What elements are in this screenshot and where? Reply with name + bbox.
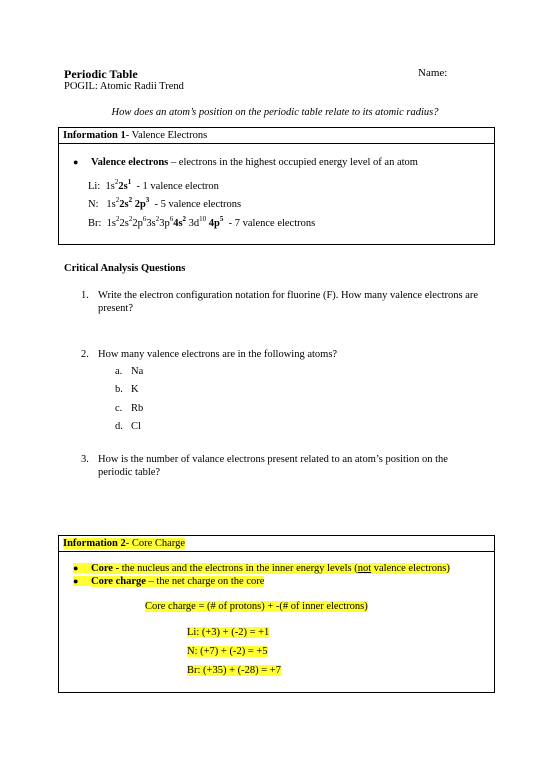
core-definition: [73, 563, 450, 574]
config-n: N: $1s^22s^2$ $2p^3 - 5$ valence electrons: [88, 196, 242, 210]
example-br-text: Br: (+35) + (-28) = +7: [187, 665, 281, 676]
core-charge-definition: [73, 576, 264, 587]
page-subtitle: POGIL: Atomic Radii Trend: [64, 81, 184, 92]
core-not: not: [357, 563, 372, 574]
item-text: K: [131, 384, 139, 395]
example-li-text: Li: (+3) + (-2) = +1: [187, 627, 270, 638]
core-def: the nucleus and the electrons in the inner energy levels (: [119, 563, 358, 574]
question-2-item: [115, 421, 141, 432]
config-li-label: Li:: [88, 181, 101, 192]
item-text: Cl: [131, 421, 141, 432]
information-2-heading-bold: Information 2: [63, 538, 126, 549]
config-br-label: Br:: [88, 218, 102, 229]
item-letter: c.: [115, 403, 123, 414]
question-2-text: How many valence electrons are in the following atoms?: [98, 349, 338, 360]
question-2-item: [115, 403, 143, 414]
question-2-item: [115, 384, 139, 395]
config-li-note: - 1 valence electron: [136, 181, 219, 192]
item-text: Na: [131, 366, 144, 377]
information-1-heading-bold: Information 1: [63, 130, 126, 141]
example-br: [187, 665, 281, 676]
guiding-question: How does an atom’s position on the periodic table relate to its atomic radius?: [111, 107, 439, 118]
core-term: Core -: [91, 563, 120, 574]
question-2-item: [115, 366, 143, 377]
bullet-icon: ●: [73, 157, 79, 167]
item-letter: a.: [115, 366, 123, 377]
item-text: Rb: [131, 403, 144, 414]
bullet-icon: ●: [73, 576, 91, 586]
information-1-box: [58, 127, 495, 245]
question-1-text: Write the electron configuration notation for fluorine (F). How many valence electrons are present?: [98, 290, 479, 314]
information-2-heading: [59, 536, 494, 552]
core-def-end: valence electrons): [371, 563, 450, 574]
critical-analysis-heading: Critical Analysis Questions: [64, 263, 186, 274]
core-charge-formula: [145, 601, 368, 612]
bullet-icon: ●: [73, 563, 91, 573]
config-br-note: - 7 valence electrons: [228, 218, 316, 229]
item-letter: d.: [115, 421, 123, 432]
item-letter: b.: [115, 384, 123, 395]
config-n-note: - 5 valence electrons: [154, 199, 242, 210]
name-label: Name:: [418, 67, 448, 79]
page-title: Periodic Table: [64, 67, 138, 81]
valence-electrons-term: Valence electrons: [91, 157, 169, 168]
information-2-box: [58, 535, 495, 693]
core-charge-term: Core charge: [91, 576, 146, 587]
question-2-number: 2.: [81, 349, 89, 360]
question-3-text: How is the number of valance electrons present related to an atom’s position on the periodic table?: [98, 454, 448, 478]
core-charge-def: – the net charge on the core: [145, 576, 265, 587]
example-n: [187, 646, 268, 657]
question-3-number: 3.: [81, 454, 89, 465]
core-charge-formula-text: Core charge = (# of protons) + -(# of inner electrons): [145, 601, 368, 612]
config-br: Br: $1s^22s^22p^63s^23p^64s^2$ $3d^{10}$ $4p^5 - 7$ valence electrons: [88, 215, 316, 229]
question-1-number: 1.: [81, 290, 89, 301]
valence-electrons-definition: [73, 157, 418, 168]
example-li: [187, 627, 269, 638]
example-n-text: N: (+7) + (-2) = +5: [187, 646, 268, 657]
information-2-heading-rest: - Core Charge: [125, 538, 186, 549]
config-li: Li: $1s^22s^1 - 1$ valence electron: [88, 178, 219, 192]
information-1-heading-rest: - Valence Electrons: [125, 130, 208, 141]
valence-electrons-def: – electrons in the highest occupied energy level of an atom: [168, 157, 418, 168]
information-1-heading: [59, 128, 494, 144]
config-n-label: N:: [88, 199, 99, 210]
